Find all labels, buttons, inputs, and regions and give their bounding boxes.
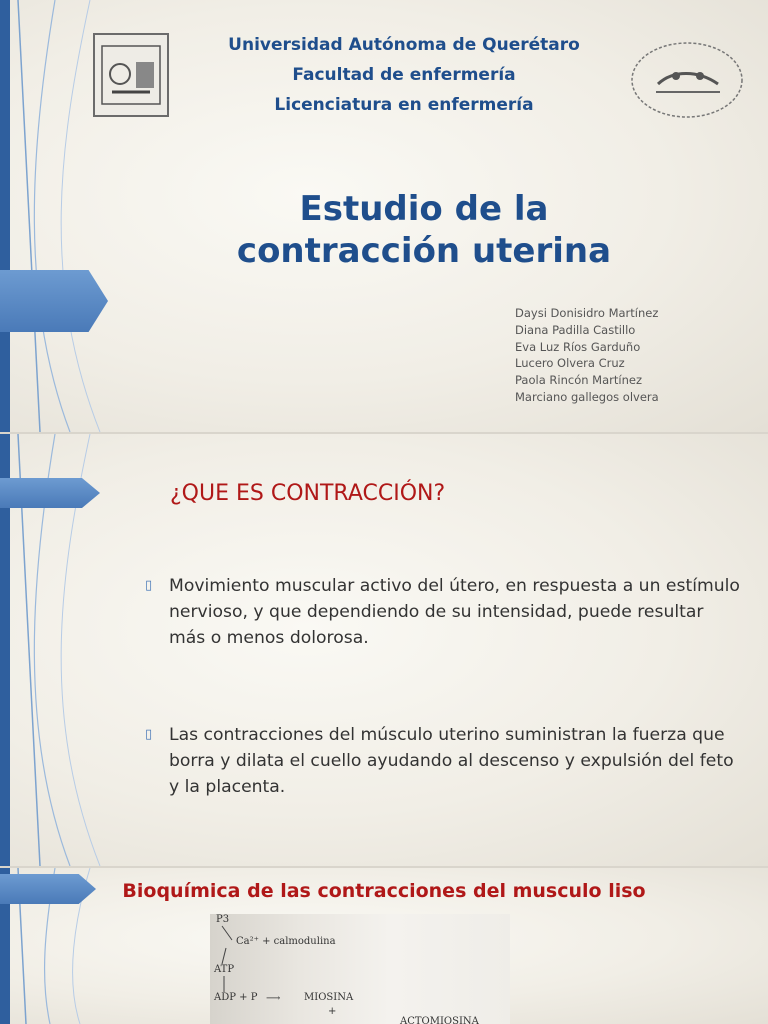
definition-slide [0,434,768,866]
author-list [515,305,659,406]
diagram-label: MIOSINA [304,992,354,1003]
author-name: Paola Rincón Martínez [515,373,642,388]
arrow-icon: ⟶ [266,993,281,1004]
diagram-label: ATP [214,964,235,975]
arrow-tab [0,478,100,508]
bullet-icon: ▯ [145,727,153,742]
faculty-logo [628,40,746,120]
diagram-label: Ca²⁺ + calmodulina [236,936,336,947]
bullet-item [145,722,745,800]
arrow-tab [0,270,108,332]
biochemistry-slide [0,868,768,1024]
title-slide [0,0,768,432]
author-name: Eva Luz Ríos Garduño [515,339,641,354]
diagram-label: P3 [216,914,230,925]
faculty-name: Facultad de enfermería [292,65,516,85]
presentation-title [170,188,678,272]
author-name: Marciano gallegos olvera [515,389,659,404]
title-line-1: Estudio de la [299,189,549,229]
diagram-connectors [210,914,510,1024]
bullet-item [145,573,745,651]
author-name: Daysi Donisidro Martínez [515,306,659,320]
university-logo [92,32,170,118]
institution-header [170,30,638,120]
scanned-diagram [210,914,510,1024]
slide-heading: ¿QUE ES CONTRACCIÓN? [170,481,446,506]
author-name: Diana Padilla Castillo [515,322,636,337]
diagram-label: + [328,1006,337,1017]
bullet-icon: ▯ [145,578,153,593]
bullet-text: Las contracciones del músculo uterino suministran la fuerza que borra y dilata el cuello ayudando al descenso y expulsión del feto y la placenta. [169,725,734,797]
slide-heading: Bioquímica de las contracciones del musculo liso [122,880,646,902]
bullet-text: Movimiento muscular activo del útero, en respuesta a un estímulo nervioso, y que dependiendo de su intensidad, puede resultar más o menos dolorosa. [169,576,740,648]
university-name: Universidad Autónoma de Querétaro [228,35,580,55]
program-name: Licenciatura en enfermería [274,95,534,115]
title-line-2: contracción uterina [236,231,612,271]
diagram-label: ADP + P [214,992,258,1003]
author-name: Lucero Olvera Cruz [515,356,625,371]
diagram-label: ACTOMIOSINA [400,1016,479,1024]
